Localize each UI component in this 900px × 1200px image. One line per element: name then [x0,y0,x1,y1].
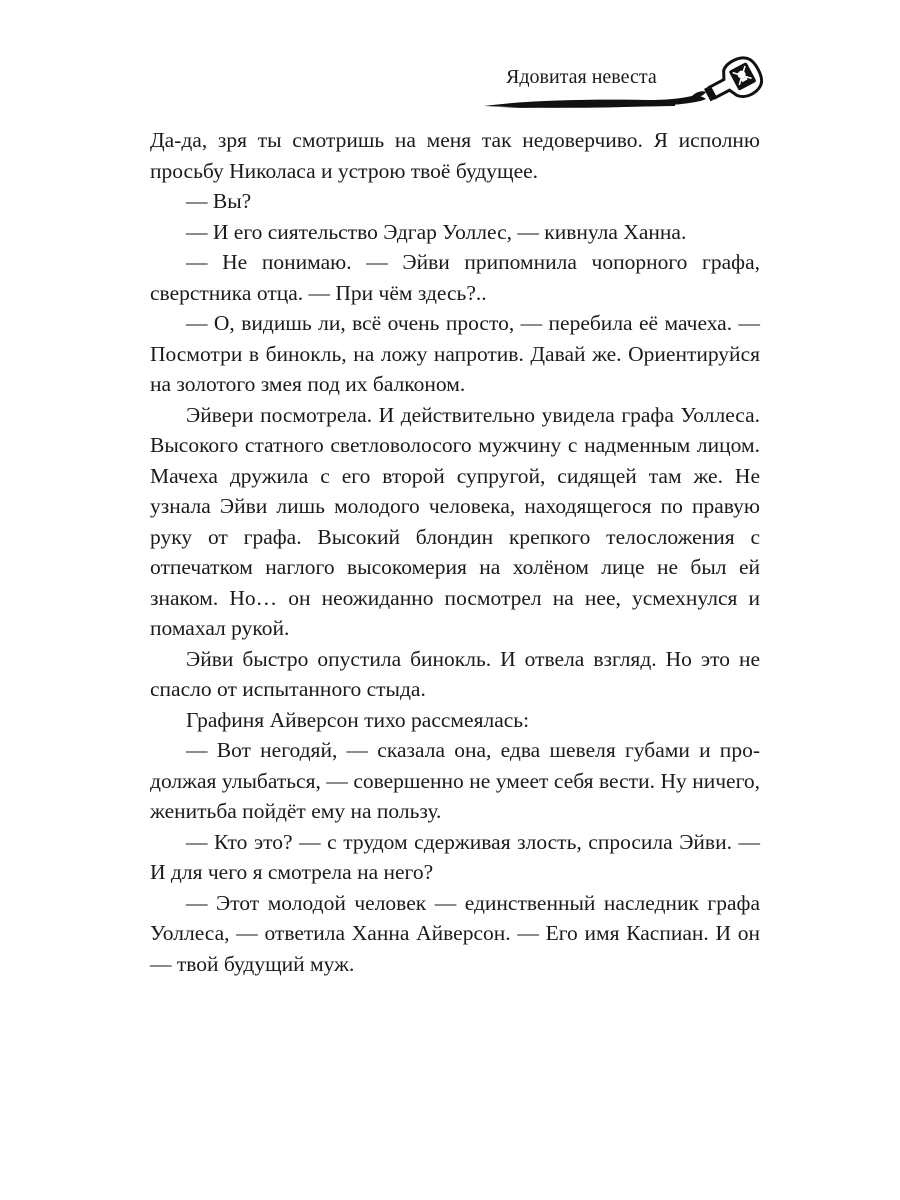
paragraph: — Кто это? — с трудом сдерживая злость, спросила Эйви. — И для чего я смотрела на него? [150,829,760,884]
paragraph: — Вы? [186,189,252,213]
paragraph: — Не понимаю. — Эйви припомнила чопорного графа, сверстника отца. — При чём здесь?.. [150,250,760,305]
body-text [150,125,760,979]
paragraph: — Этот молодой человек — единственный наследник графа Уоллеса, — ответила Ханна Айверсон. — Его имя Каспиан. И он — твой будущий муж. [150,890,760,976]
running-title: Ядовитая невеста [506,66,657,88]
paragraph: — О, видишь ли, всё очень просто, — перебила её мачеха. — Посмотри в бинокль, на ложу напротив. Давай же. Ориентируйся на золотого змея под их балконом. [150,311,760,396]
paragraph: — И его сиятельство Эдгар Уоллес, — кивнула Ханна. [186,219,687,244]
paragraph: Эйви быстро опустила бинокль. И отвела взгляд. Но это не спасло от испытанного стыда. [150,646,760,701]
running-header [470,52,770,122]
paragraph: — Вот негодяй, — сказала она, едва шевеля губами и продолжая улыбаться, — совершенно не умеет себя вести. Ну ничего, женитьба пойдёт ему на пользу. [150,738,760,823]
paragraph: Эйвери посмотрела. И действительно увидела графа Уоллеса. Высокого статного светловолосого мужчину с надменным лицом. Мачеха дружила с его второй супругой, сидящей там же. Не узнала Эйви лишь молодого человека, находящегося по правую руку от графа. Высокий блондин крепкого телосложения с отпечатком наглого высокомерия на холёном лице не был ей знаком. Но… он неожиданно посмотрел на нее, усмехнулся и помахал рукой. [150,402,760,640]
paragraph: Графиня Айверсон тихо рассмеялась: [186,707,530,732]
paragraph: Да-да, зря ты смотришь на меня так недоверчиво. Я исполню просьбу Николаса и устрою твоё будущее. [150,128,760,183]
